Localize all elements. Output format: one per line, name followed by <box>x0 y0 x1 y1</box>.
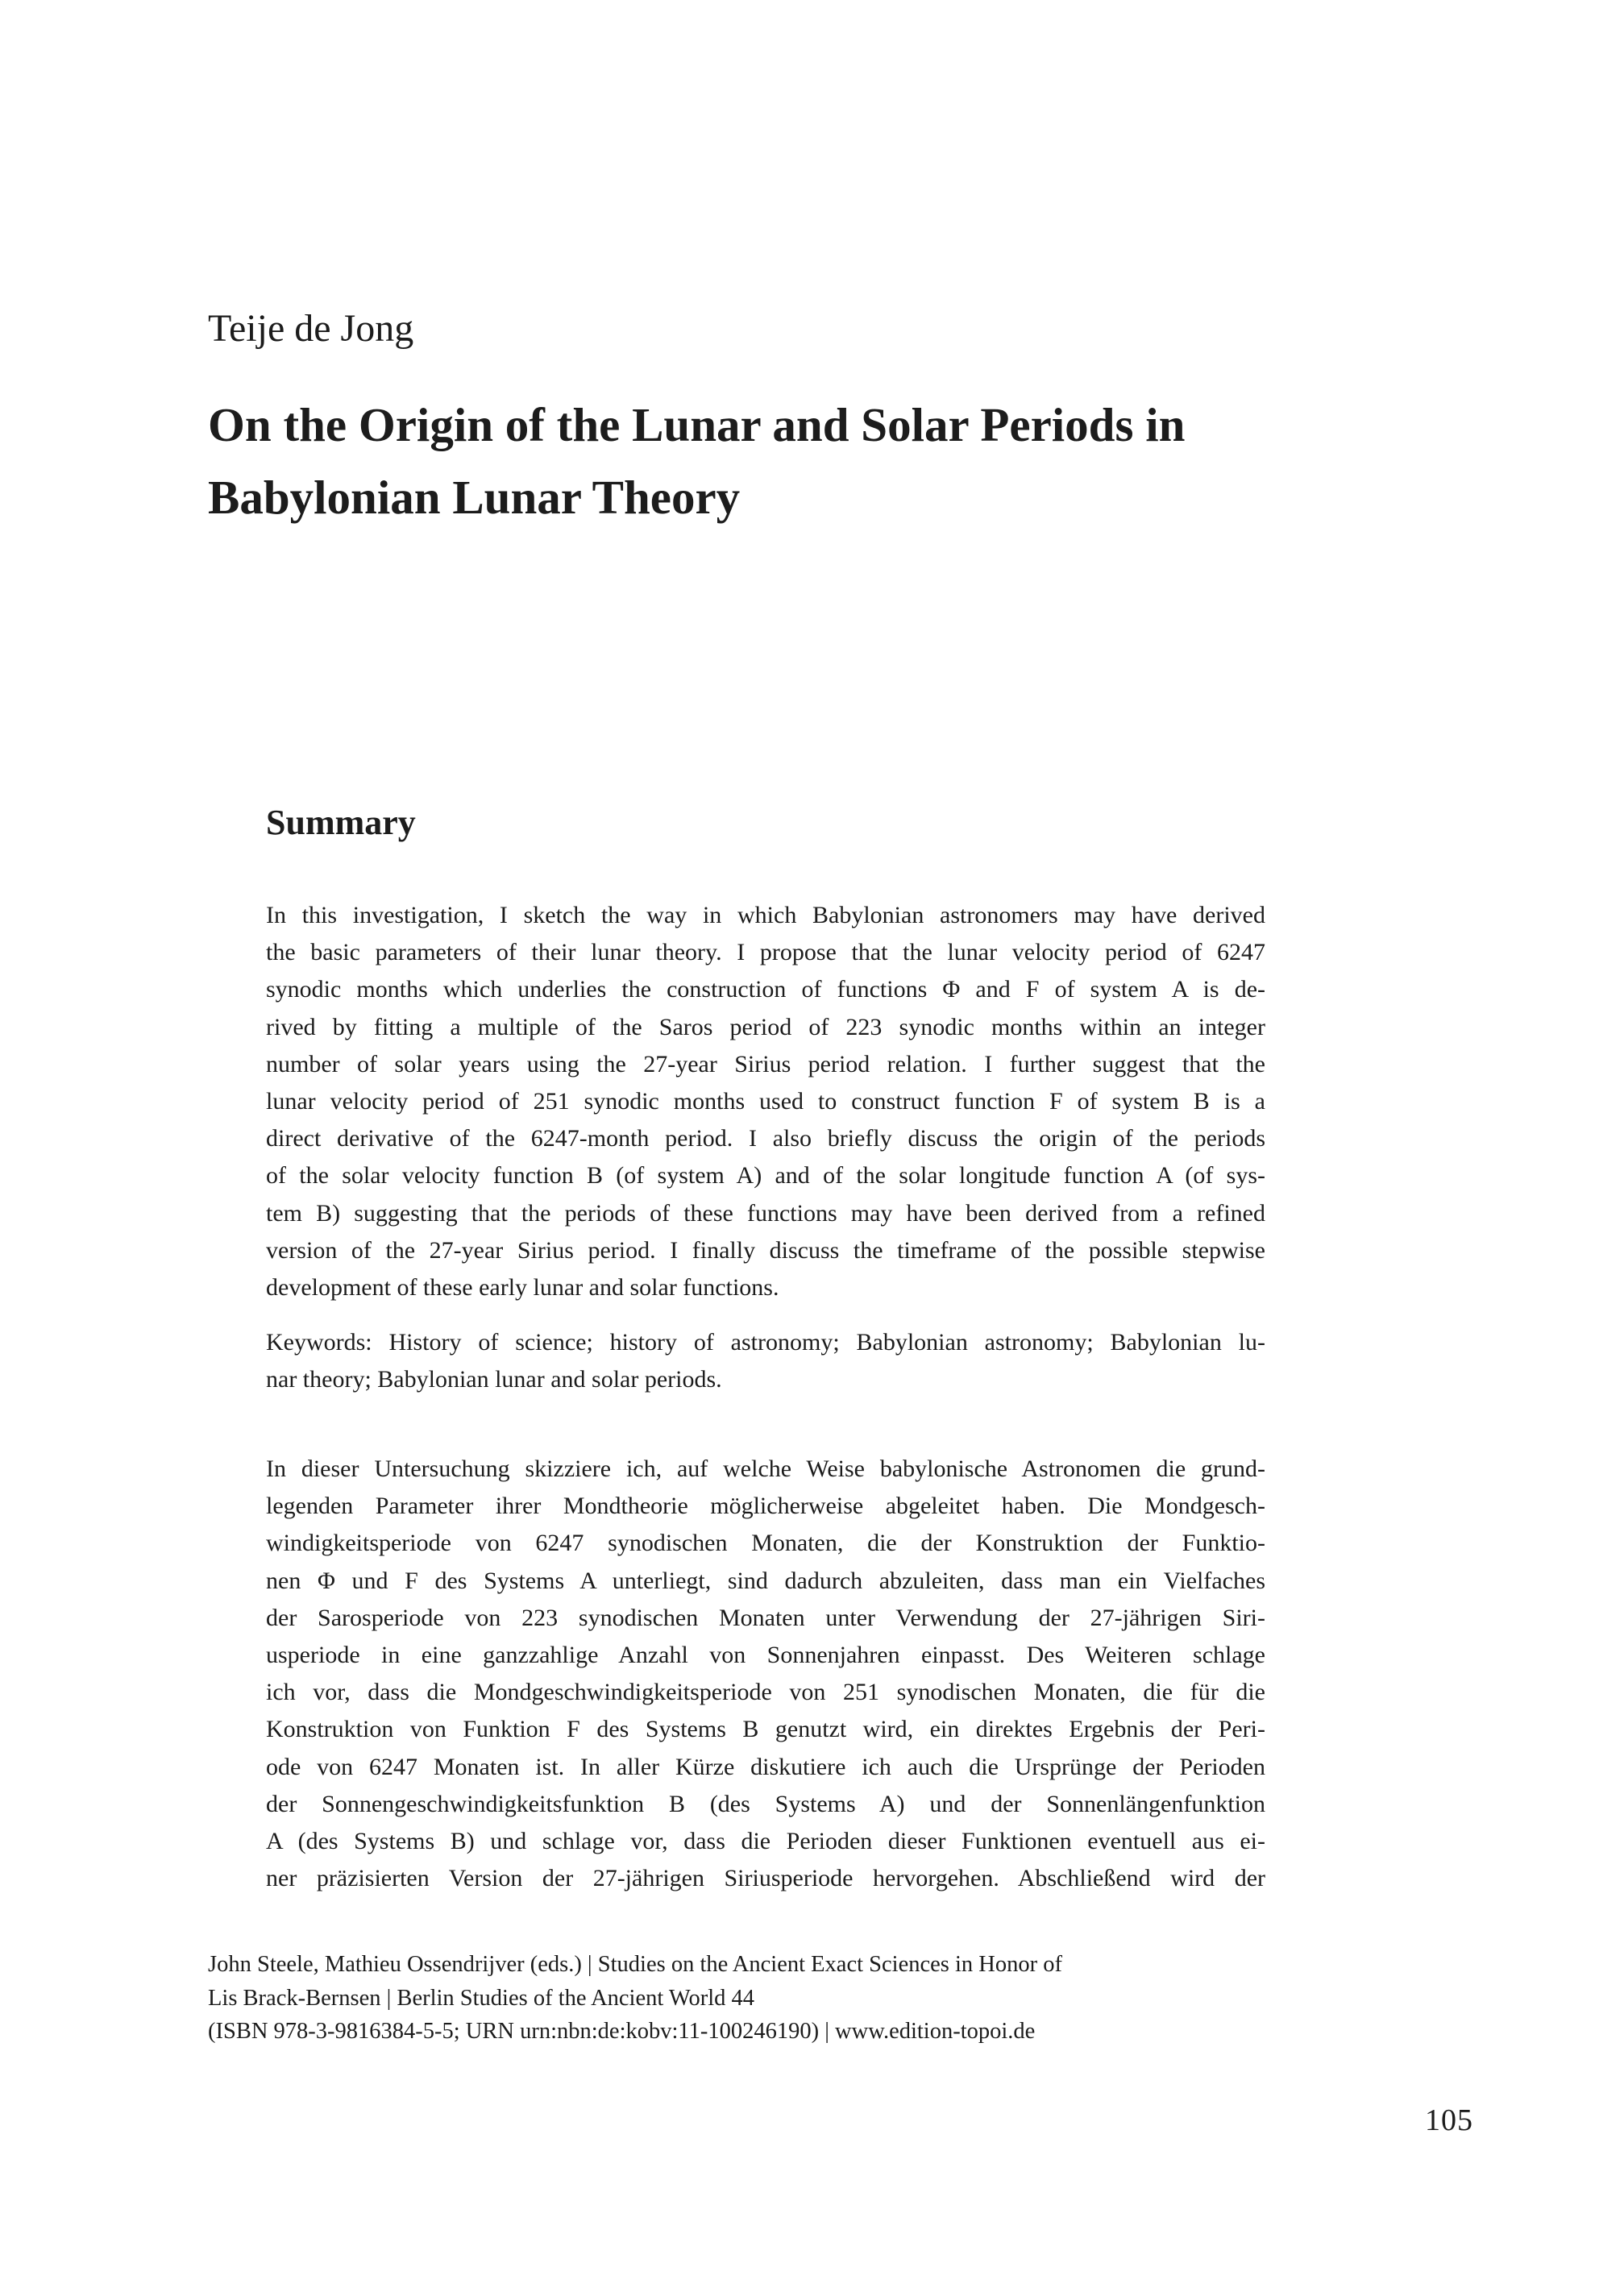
text-line: nar theory; Babylonian lunar and solar periods. <box>266 1366 722 1393</box>
text-line: legenden Parameter ihrer Mondtheorie möglicherweise abgeleitet haben. Die Mondgesch- <box>266 1493 1265 1520</box>
text-line: ich vor, dass die Mondgeschwindigkeitsperiode von 251 synodischen Monaten, die für die <box>266 1679 1265 1706</box>
text-line: usperiode in eine ganzzahlige Anzahl von Sonnenjahren einpasst. Des Weiteren schlage <box>266 1642 1265 1669</box>
text-line: direct derivative of the 6247-month period. I also briefly discuss the origin of the periods <box>266 1125 1265 1152</box>
summary-heading: Summary <box>266 803 416 842</box>
text-line: number of solar years using the 27-year Sirius period relation. I further suggest that the <box>266 1050 1265 1077</box>
text-line: A (des Systems B) und schlage vor, dass die Perioden dieser Funktionen eventuell aus ei- <box>266 1828 1265 1855</box>
footer-line: (ISBN 978-3-9816384-5-5; URN urn:nbn:de:kobv:11-100246190) | www.edition-topoi.de <box>208 2019 1036 2044</box>
publication-footer <box>208 1948 1062 2049</box>
text-line: synodic months which underlies the construction of functions Φ and F of system A is de- <box>266 976 1265 1003</box>
text-line: development of these early lunar and solar functions. <box>266 1274 779 1302</box>
text-line: ode von 6247 Monaten ist. In aller Kürze diskutiere ich auch die Ursprünge der Perioden <box>266 1753 1265 1780</box>
text-line: Keywords: History of science; history of astronomy; Babylonian astronomy; Babylonian lu- <box>266 1329 1265 1356</box>
paper-title <box>208 388 1497 534</box>
text-line: der Sonnengeschwindigkeitsfunktion B (des Systems A) und der Sonnenlängenfunktion <box>266 1790 1265 1817</box>
text-line: tem B) suggesting that the periods of these functions may have been derived from a refined <box>266 1199 1265 1227</box>
summary-english-paragraph <box>266 897 1265 1306</box>
title-line: On the Origin of the Lunar and Solar Periods in <box>208 398 1186 451</box>
text-line: the basic parameters of their lunar theory. I propose that the lunar velocity period of 6247 <box>266 939 1265 966</box>
text-line: version of the 27-year Sirius period. I finally discuss the timeframe of the possible stepwise <box>266 1236 1265 1264</box>
title-line: Babylonian Lunar Theory <box>208 471 741 524</box>
footer-line: Lis Brack-Bernsen | Berlin Studies of the Ancient World 44 <box>208 1985 755 2011</box>
text-line: windigkeitsperiode von 6247 synodischen Monaten, die der Konstruktion der Funktio- <box>266 1530 1265 1557</box>
footer-line: John Steele, Mathieu Ossendrijver (eds.) | Studies on the Ancient Exact Sciences in Honor of <box>208 1952 1062 1977</box>
text-line: nen Φ und F des Systems A unterliegt, sind dadurch abzuleiten, dass man ein Vielfaches <box>266 1567 1265 1594</box>
text-line: of the solar velocity function B (of system A) and of the solar longitude function A (of sys- <box>266 1162 1265 1190</box>
text-line: In this investigation, I sketch the way in which Babylonian astronomers may have derived <box>266 902 1265 928</box>
author-name: Teije de Jong <box>208 307 414 350</box>
text-line: rived by fitting a multiple of the Saros period of 223 synodic months within an integer <box>266 1013 1265 1040</box>
text-line: lunar velocity period of 251 synodic months used to construct function F of system B is a <box>266 1088 1265 1115</box>
text-line: der Sarosperiode von 223 synodischen Monaten unter Verwendung der 27-jährigen Siri- <box>266 1604 1265 1631</box>
text-line: Konstruktion von Funktion F des Systems B genutzt wird, ein direktes Ergebnis der Peri- <box>266 1716 1265 1743</box>
text-line: ner präzisierten Version der 27-jährigen Siriusperiode hervorgehen. Abschließend wird der <box>266 1865 1265 1892</box>
keywords-paragraph <box>266 1324 1265 1398</box>
page-number: 105 <box>1425 2103 1473 2137</box>
summary-german-paragraph <box>266 1451 1265 1897</box>
text-line: In dieser Untersuchung skizziere ich, auf welche Weise babylonische Astronomen die grund- <box>266 1455 1265 1482</box>
